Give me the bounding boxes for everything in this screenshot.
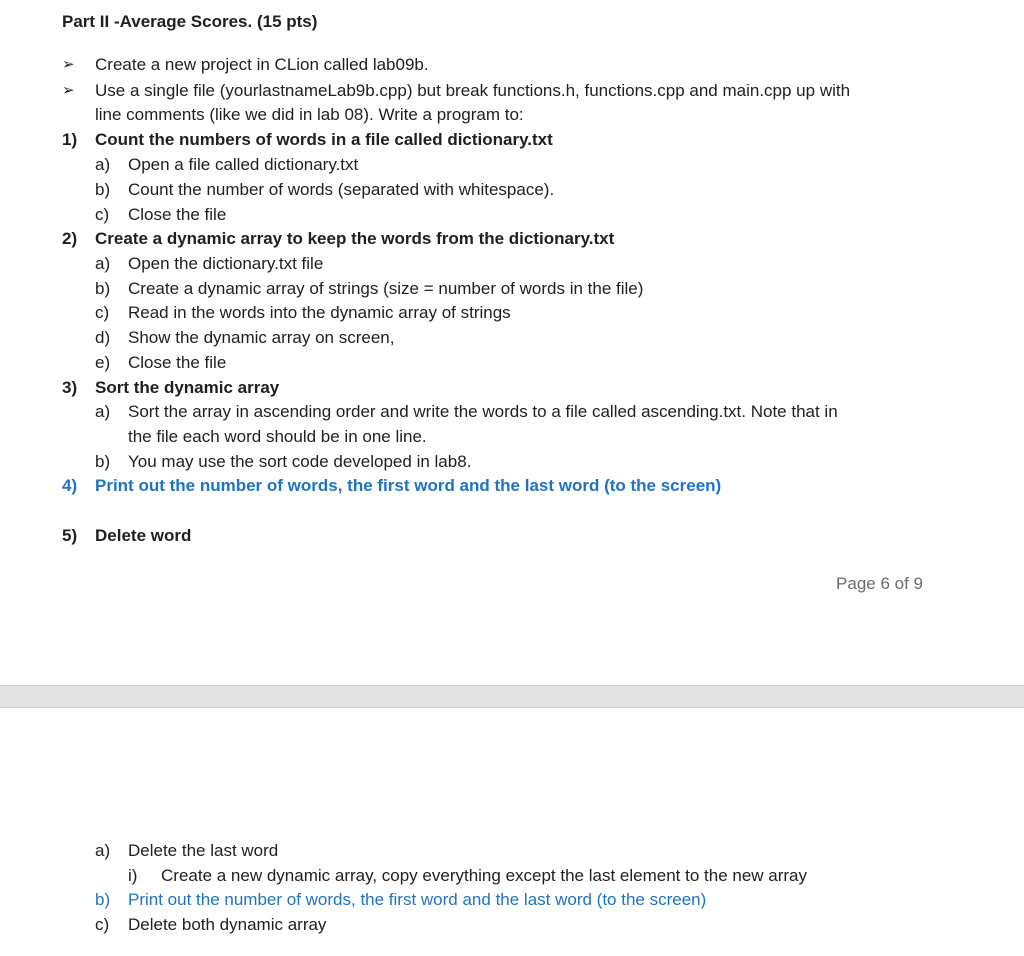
sub-letter: b) — [95, 180, 111, 199]
page-break-divider — [0, 685, 1024, 708]
arrow-bullet-icon: ➢ — [62, 56, 75, 73]
sub-item-text: Sort the array in ascending order and write the words to a file called ascending.txt. Note that in — [128, 402, 838, 421]
item-title-dynamic-array: Create a dynamic array to keep the words from the dictionary.txt — [95, 229, 615, 248]
sub-letter: a) — [95, 254, 111, 273]
sub-item-text-print-out: Print out the number of words, the first word and the last word (to the screen) — [128, 890, 707, 909]
sub-letter: d) — [95, 328, 111, 347]
sub-sub-text: Create a new dynamic array, copy everything except the last element to the new array — [161, 866, 808, 885]
item-number: 1) — [62, 130, 78, 149]
section-heading: Part II -Average Scores. (15 pts) — [62, 12, 318, 31]
sub-letter: a) — [95, 155, 111, 174]
item-title-count-words: Count the numbers of words in a file called dictionary.txt — [95, 130, 553, 149]
sub-item-text: Open the dictionary.txt file — [128, 254, 324, 273]
arrow-bullet-icon: ➢ — [62, 82, 75, 99]
item-title-delete-word: Delete word — [95, 526, 192, 545]
item-number: 5) — [62, 526, 78, 545]
sub-letter: c) — [95, 303, 110, 322]
sub-item-text: You may use the sort code developed in lab8. — [128, 452, 472, 471]
item-number: 4) — [62, 476, 78, 495]
sub-item-text: Delete both dynamic array — [128, 915, 327, 934]
bullet-single-file: Use a single file (yourlastnameLab9b.cpp) but break functions.h, functions.cpp and main.cpp up with — [95, 81, 851, 100]
sub-item-text: Create a dynamic array of strings (size = number of words in the file) — [128, 279, 644, 298]
sub-item-text: Close the file — [128, 205, 227, 224]
sub-letter: e) — [95, 353, 111, 372]
sub-item-text: Show the dynamic array on screen, — [128, 328, 395, 347]
sub-letter: a) — [95, 402, 111, 421]
sub-item-text-cont: the file each word should be in one line. — [128, 427, 427, 446]
sub-item-text: Read in the words into the dynamic array of strings — [128, 303, 511, 322]
sub-item-text: Delete the last word — [128, 841, 279, 860]
page-number: Page 6 of 9 — [836, 574, 923, 593]
sub-letter: c) — [95, 915, 110, 934]
sub-letter: c) — [95, 205, 110, 224]
item-number: 2) — [62, 229, 78, 248]
bullet-create-project: Create a new project in CLion called lab09b. — [95, 55, 429, 74]
sub-sub-numeral: i) — [128, 866, 138, 885]
item-title-sort: Sort the dynamic array — [95, 378, 280, 397]
sub-letter: b) — [95, 279, 111, 298]
item-number: 3) — [62, 378, 78, 397]
sub-letter: b) — [95, 452, 111, 471]
bullet-single-file-cont: line comments (like we did in lab 08). Write a program to: — [95, 105, 524, 124]
sub-letter: a) — [95, 841, 111, 860]
sub-item-text: Open a file called dictionary.txt — [128, 155, 359, 174]
sub-item-text: Close the file — [128, 353, 227, 372]
sub-item-text: Count the number of words (separated with whitespace). — [128, 180, 555, 199]
item-title-print-out: Print out the number of words, the first word and the last word (to the screen) — [95, 476, 722, 495]
sub-letter: b) — [95, 890, 111, 909]
